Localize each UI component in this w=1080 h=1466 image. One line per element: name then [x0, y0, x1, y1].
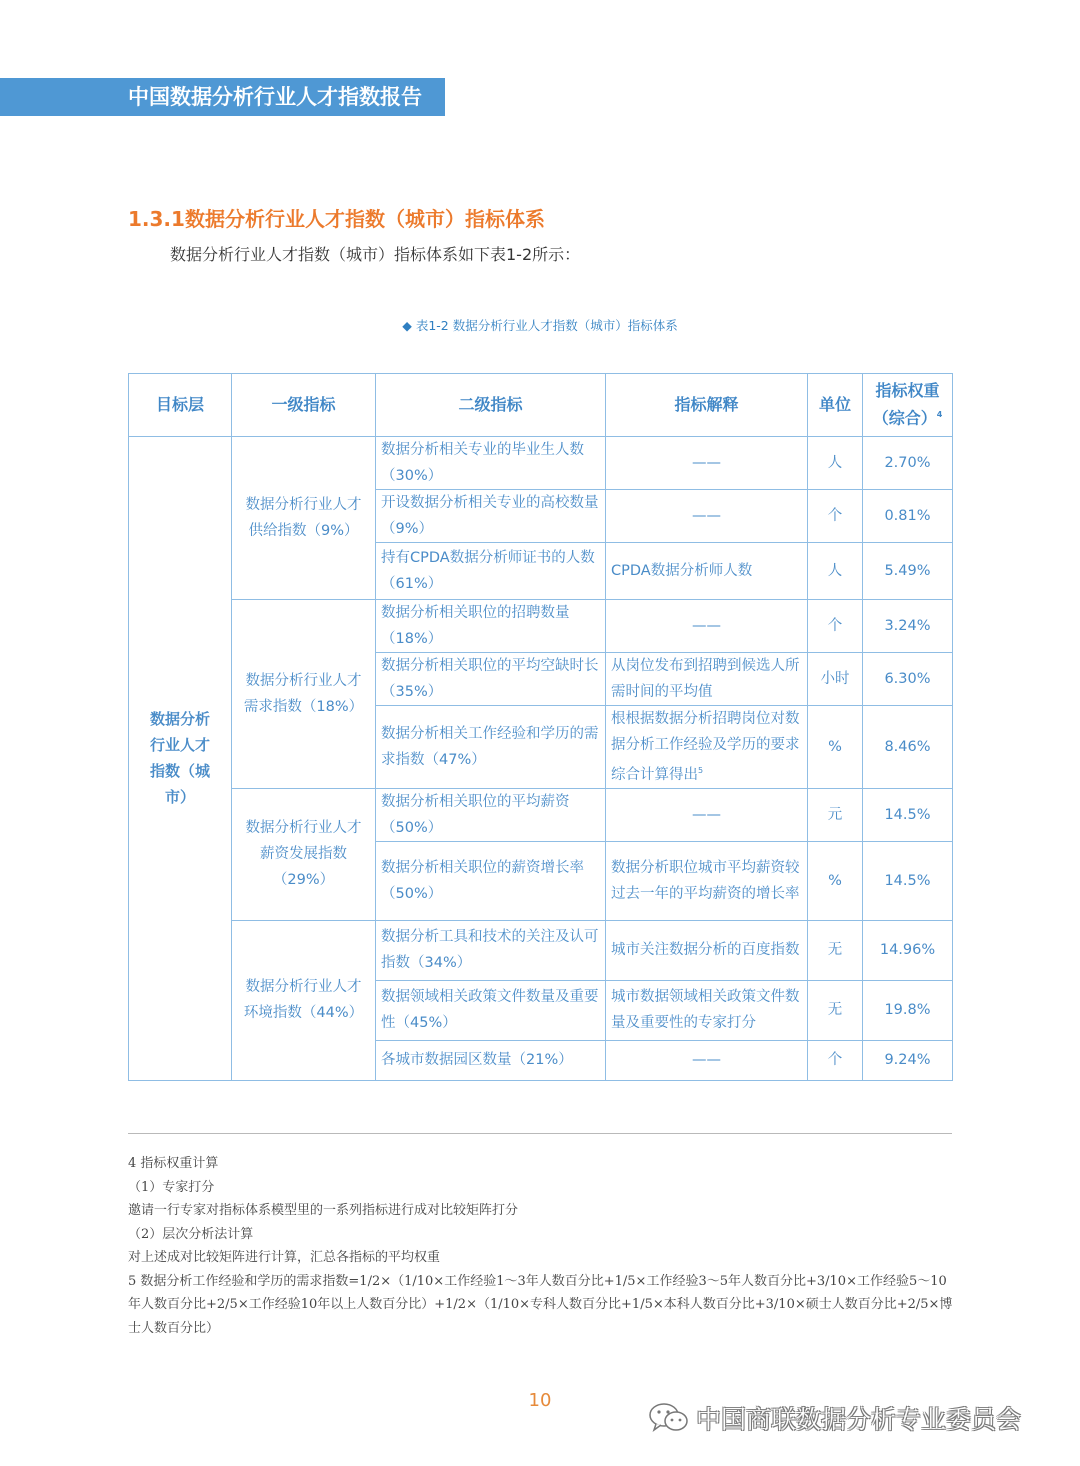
- index-system-table: [128, 373, 953, 1081]
- explain-cell: 城市数据领域相关政策文件数量及重要性的专家打分: [606, 980, 808, 1040]
- explain-cell: [606, 706, 808, 789]
- footnote-line: 4 指标权重计算: [128, 1156, 219, 1171]
- table-row: [129, 788, 953, 841]
- explain-cell: CPDA数据分析师人数: [606, 543, 808, 600]
- weight-cell: 2.70%: [863, 437, 953, 490]
- header-level2: 二级指标: [376, 374, 606, 437]
- level2-cell: 数据领域相关政策文件数量及重要性（45%）: [376, 980, 606, 1040]
- weight-cell: 6.30%: [863, 653, 953, 706]
- unit-cell: 人: [808, 437, 863, 490]
- explain-cell: 从岗位发布到招聘到候选人所需时间的平均值: [606, 653, 808, 706]
- unit-cell: 个: [808, 600, 863, 653]
- level1-salary: 数据分析行业人才薪资发展指数（29%）: [232, 788, 376, 920]
- unit-cell: 元: [808, 788, 863, 841]
- table-row: [129, 920, 953, 980]
- table-row: [129, 437, 953, 490]
- unit-cell: %: [808, 841, 863, 920]
- level1-demand: 数据分析行业人才需求指数（18%）: [232, 600, 376, 789]
- explain-cell: ——: [606, 1040, 808, 1080]
- header-unit: 单位: [808, 374, 863, 437]
- level2-cell: 数据分析相关职位的平均薪资（50%）: [376, 788, 606, 841]
- explain-cell: 城市关注数据分析的百度指数: [606, 920, 808, 980]
- section-title: 1.3.1数据分析行业人才指数（城市）指标体系: [128, 207, 545, 231]
- footnote-ref-4: 4: [936, 410, 943, 420]
- footnote-line: 5 数据分析工作经验和学历的需求指数=1/2×（1/10×工作经验1～3年人数百分比+1/5×工作经验3～5年人数百分比+3/10×工作经验5～10年人数百分比+2/5×工作经验10年以上人数百分比）+1/2×（1/10×专科人数百分比+1/5×本科人数百分比+3/10×硕士人数百分比+2/5×博士人数百分比）: [128, 1273, 953, 1336]
- weight-cell: 14.96%: [863, 920, 953, 980]
- explain-cell: ——: [606, 437, 808, 490]
- table-caption: ◆ 表1-2 数据分析行业人才指数（城市）指标体系: [402, 318, 678, 333]
- explain-text: 根根据数据分析招聘岗位对数据分析工作经验及学历的要求综合计算得出: [611, 711, 800, 783]
- footnote-line: （1）专家打分: [128, 1179, 215, 1195]
- level2-cell: 数据分析相关职位的招聘数量（18%）: [376, 600, 606, 653]
- wechat-icon: [648, 1402, 690, 1434]
- unit-cell: 个: [808, 1040, 863, 1080]
- goal-cell: [129, 437, 232, 1081]
- explain-cell: ——: [606, 600, 808, 653]
- header-level1: 一级指标: [232, 374, 376, 437]
- watermark: [648, 1400, 1021, 1436]
- header-weight-line2: （综合）: [872, 408, 937, 428]
- header-goal: 目标层: [129, 374, 232, 437]
- level2-cell: 开设数据分析相关专业的高校数量（9%）: [376, 490, 606, 543]
- level2-cell: 各城市数据园区数量（21%）: [376, 1040, 606, 1080]
- footnote-line: 对上述成对比较矩阵进行计算，汇总各指标的平均权重: [128, 1250, 441, 1265]
- level2-cell: 数据分析相关职位的平均空缺时长（35%）: [376, 653, 606, 706]
- weight-cell: 5.49%: [863, 543, 953, 600]
- watermark-text: 中国商联数据分析专业委员会: [696, 1405, 1022, 1434]
- weight-cell: 3.24%: [863, 600, 953, 653]
- footnotes: [128, 1152, 954, 1340]
- weight-cell: 0.81%: [863, 490, 953, 543]
- level2-cell: 数据分析相关专业的毕业生人数（30%）: [376, 437, 606, 490]
- explain-cell: ——: [606, 788, 808, 841]
- weight-cell: 14.5%: [863, 788, 953, 841]
- level2-cell: 持有CPDA数据分析师证书的人数（61%）: [376, 543, 606, 600]
- level1-supply: 数据分析行业人才供给指数（9%）: [232, 437, 376, 600]
- goal-text: 数据分析行业人才指数（城市）: [149, 710, 210, 807]
- header-weight: [863, 374, 953, 437]
- weight-cell: 19.8%: [863, 980, 953, 1040]
- header-weight-line1: 指标权重: [875, 381, 940, 401]
- weight-cell: 14.5%: [863, 841, 953, 920]
- footnote-divider: [128, 1133, 952, 1134]
- unit-cell: 人: [808, 543, 863, 600]
- weight-cell: 9.24%: [863, 1040, 953, 1080]
- weight-cell: 8.46%: [863, 706, 953, 789]
- page-number: 10: [528, 1390, 552, 1411]
- unit-cell: %: [808, 706, 863, 789]
- report-title-banner: 中国数据分析行业人才指数报告: [0, 78, 445, 116]
- unit-cell: 个: [808, 490, 863, 543]
- section-intro: 数据分析行业人才指数（城市）指标体系如下表1-2所示：: [170, 245, 581, 264]
- explain-cell: 数据分析职位城市平均薪资较过去一年的平均薪资的增长率: [606, 841, 808, 920]
- unit-cell: 小时: [808, 653, 863, 706]
- footnote-ref-5: 5: [698, 766, 704, 775]
- level1-environment: 数据分析行业人才环境指数（44%）: [232, 920, 376, 1080]
- table-row: [129, 600, 953, 653]
- explain-cell: ——: [606, 490, 808, 543]
- level2-cell: 数据分析相关工作经验和学历的需求指数（47%）: [376, 706, 606, 789]
- footnote-line: 邀请一行专家对指标体系模型里的一系列指标进行成对比较矩阵打分: [128, 1203, 519, 1218]
- unit-cell: 无: [808, 980, 863, 1040]
- level2-cell: 数据分析工具和技术的关注及认可指数（34%）: [376, 920, 606, 980]
- table-header-row: [129, 374, 953, 437]
- footnote-line: （2）层次分析法计算: [128, 1226, 254, 1242]
- level2-cell: 数据分析相关职位的薪资增长率（50%）: [376, 841, 606, 920]
- header-explain: 指标解释: [606, 374, 808, 437]
- unit-cell: 无: [808, 920, 863, 980]
